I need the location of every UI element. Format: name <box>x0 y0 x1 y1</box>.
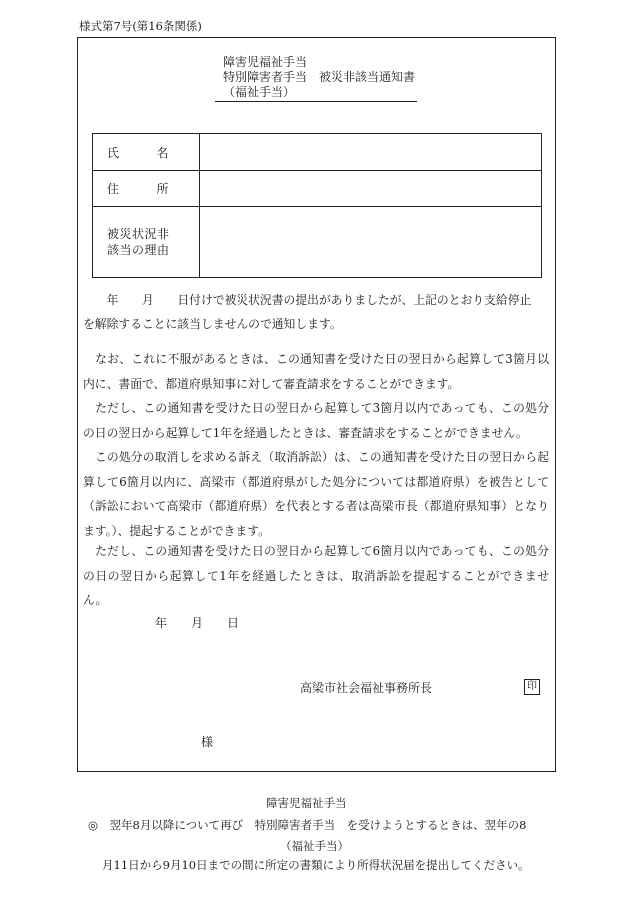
issuer-name: 高梁市社会福祉事務所長 <box>300 681 433 695</box>
reason-value[interactable] <box>200 207 542 278</box>
address-label-char-2: 所 <box>156 182 169 196</box>
address-row <box>93 171 542 207</box>
reason-label <box>93 207 200 278</box>
footnote-line-2: ◎ 翌年8月以降について再び 特別障害者手当 を受けようとするときは、翌年の8 <box>88 818 527 832</box>
title-line-2: 特別障害者手当 被災非該当通知書 <box>223 70 416 84</box>
reason-row <box>93 207 542 278</box>
name-label-char-2: 名 <box>156 145 169 160</box>
footnote-line-1: 障害児福祉手当 <box>266 796 347 810</box>
recipient-info-table <box>92 133 542 278</box>
lawsuit-paragraph: この処分の取消しを求める訴え（取消訴訟）は、この通知書を受けた日の翌日から起算して6箇月以内に、高梁市（都道府県がした処分については都道府県）を被告として（訴訟において高梁市（都道府県）を代表とする者は高梁市長（都道府県知事）となります。）、提起することができます。 <box>83 450 549 538</box>
seal-mark: 印 <box>524 679 540 695</box>
notice-para-1-line-2: を解除することに該当しませんので通知します。 <box>83 317 342 331</box>
address-label-char-1: 住 <box>107 182 120 196</box>
title-line-1: 障害児福祉手当 <box>223 55 308 69</box>
name-row <box>93 134 542 171</box>
title-line-3: （福祉手当） <box>223 85 296 99</box>
title-underline <box>215 101 417 102</box>
recipient-suffix: 様 <box>201 735 214 749</box>
footnote-line-3: （福祉手当） <box>280 839 349 853</box>
lawsuit-limit-paragraph: ただし、この通知書を受けた日の翌日から起算して6箇月以内であっても、この処分の日の翌日から起算して1年を経過したときは、取消訴訟を提起することができません。 <box>83 544 549 607</box>
notice-para-1-line-1: 年 月 日付けで被災状況書の提出がありましたが、上記のとおり支給停止 <box>83 293 532 307</box>
form-number: 様式第7号(第16条関係) <box>79 19 202 33</box>
appeal-limit-paragraph: ただし、この通知書を受けた日の翌日から起算して3箇月以内であっても、この処分の日の翌日から起算して1年を経過したときは、審査請求をすることができません。 <box>83 401 549 440</box>
issue-date: 年 月 日 <box>155 616 240 630</box>
footnote-line-4: 月11日から9月10日までの間に所定の書類により所得状況届を提出してください。 <box>102 858 530 872</box>
reason-label-line-1: 被災状況非 <box>107 227 170 241</box>
name-value[interactable] <box>200 134 542 171</box>
name-label-char-1: 氏 <box>107 145 120 160</box>
name-label <box>93 134 200 171</box>
address-label <box>93 171 200 207</box>
reason-label-line-2: 該当の理由 <box>107 243 170 257</box>
appeal-paragraph: なお、これに不服があるときは、この通知書を受けた日の翌日から起算して3箇月以内に、書面で、都道府県知事に対して審査請求をすることができます。 <box>83 352 549 391</box>
address-value[interactable] <box>200 171 542 207</box>
